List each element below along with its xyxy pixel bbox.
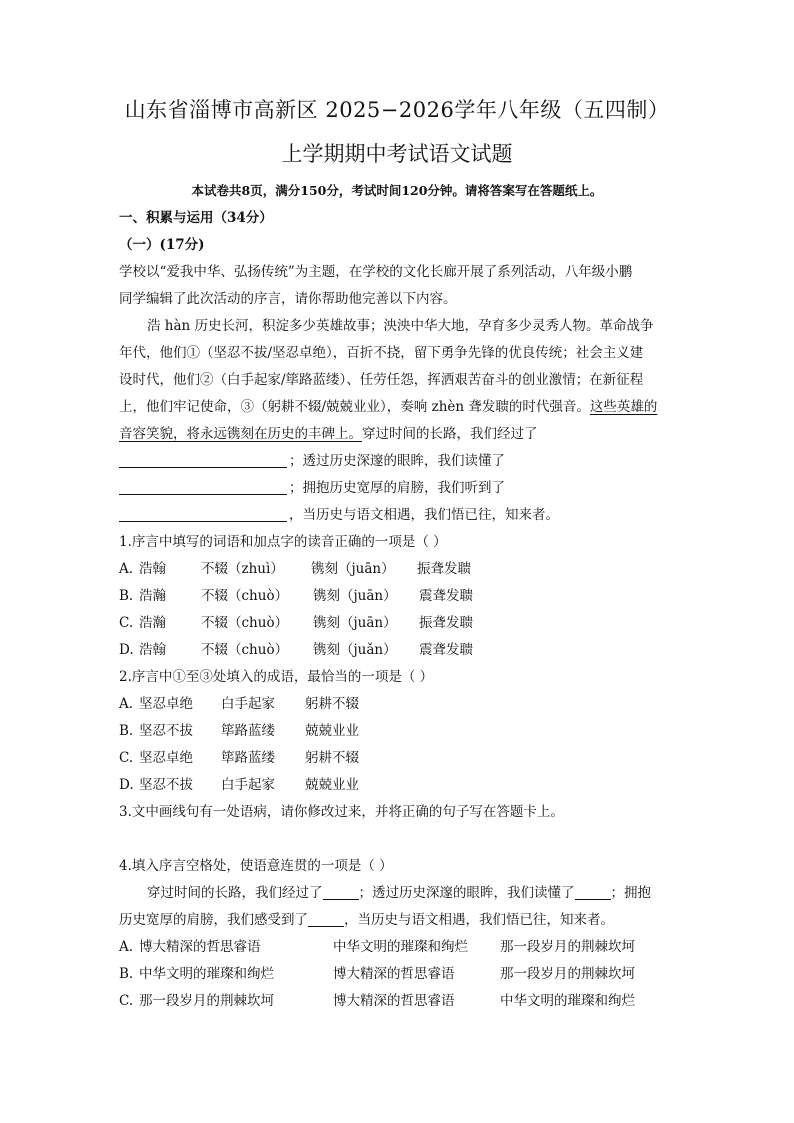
option-label: D. <box>119 777 134 793</box>
option-item: 浩瀚 <box>139 588 166 604</box>
option-item: 坚忍卓绝 <box>139 750 193 766</box>
blank-line-text: ；拥抱历史宽厚的肩膀，我们听到了 <box>289 480 505 496</box>
q4-passage-line <box>119 907 674 934</box>
answer-blank[interactable] <box>308 912 344 927</box>
option-item: 中华文明的璀璨和绚烂 <box>500 993 635 1009</box>
answer-blank[interactable] <box>323 885 359 900</box>
choice-option[interactable] <box>119 745 674 772</box>
question-stem: 1.序言中填写的词语和加点字的读音正确的一项是（ ） <box>119 534 447 550</box>
option-item: 中华文明的璀璨和绚烂 <box>333 939 468 955</box>
choice-option[interactable] <box>119 961 674 988</box>
underlined-sentence: 这些英雄的 <box>589 399 658 415</box>
intro-line: 学校以“爱我中华、弘扬传统”为主题，在学校的文化长廊开展了系列活动，八年级小鹏 <box>119 264 633 280</box>
option-item: 那一段岁月的荆棘坎坷 <box>139 993 274 1009</box>
question-stem: 3.文中画线句有一处语病，请你修改过来，并将正确的句子写在答题卡上。 <box>119 804 564 820</box>
choice-option[interactable] <box>119 772 674 799</box>
option-item: 坚忍不拔 <box>139 723 193 739</box>
answer-space <box>119 826 674 853</box>
subsection-heading: （一）(17分) <box>119 237 205 253</box>
q4-text: 穿过时间的长路，我们经过了 <box>147 885 323 901</box>
option-item: 躬耕不辍 <box>305 696 359 712</box>
answer-blank[interactable] <box>119 478 287 495</box>
option-item: 那一段岁月的荆棘坎坷 <box>500 939 635 955</box>
q4-text: ，当历史与语文相遇，我们悟已往，知来者。 <box>344 912 614 928</box>
passage-line: 设时代，他们②（白手起家/筚路蓝缕）、任劳任怨，挥洒艰苦奋斗的创业激情；在新征程 <box>119 372 644 388</box>
choice-option[interactable] <box>119 556 674 583</box>
option-item: 震聋发聩 <box>419 588 473 604</box>
option-item: 镌刻（juān） <box>311 561 395 577</box>
underlined-sentence: 音容笑貌，将永远镌刻在历史的丰碑上。 <box>119 426 362 442</box>
intro-line: 同学编辑了此次活动的序言，请你帮助他完善以下内容。 <box>119 291 457 307</box>
option-item: 中华文明的璀璨和绚烂 <box>139 966 274 982</box>
option-item: 镌刻（juǎn） <box>313 642 397 658</box>
blank-line-text: ，当历史与语文相遇，我们悟已往，知来者。 <box>289 507 559 523</box>
passage-line: 年代，他们①（坚忍不拔/坚忍卓绝），百折不挠，留下勇争先锋的优良传统；社会主义建 <box>119 345 644 361</box>
exam-body <box>119 205 674 1015</box>
answer-blank[interactable] <box>575 885 611 900</box>
option-item: 博大精深的哲思睿语 <box>139 939 261 955</box>
question-stem: 2.序言中①至③处填入的成语，最恰当的一项是（ ） <box>119 669 434 685</box>
option-item: 镌刻（juān） <box>313 615 397 631</box>
option-item: 镌刻（juān） <box>313 588 397 604</box>
option-item: 振聋发聩 <box>417 561 471 577</box>
option-item: 坚忍卓绝 <box>139 696 193 712</box>
option-item: 兢兢业业 <box>305 777 359 793</box>
option-label: B. <box>119 966 134 982</box>
option-item: 震聋发聩 <box>419 642 473 658</box>
option-label: A. <box>119 696 134 712</box>
option-item: 筚路蓝缕 <box>221 750 275 766</box>
option-item: 白手起家 <box>221 777 275 793</box>
option-item: 坚忍不拔 <box>139 777 193 793</box>
option-item: 浩翰 <box>139 561 166 577</box>
option-item: 不辍（zhuì） <box>201 561 284 577</box>
option-item: 浩翰 <box>139 642 166 658</box>
option-label: B. <box>119 723 134 739</box>
answer-blank[interactable] <box>119 451 287 468</box>
option-item: 振聋发聩 <box>419 615 473 631</box>
section-heading: 一、积累与运用（34分） <box>119 210 273 226</box>
passage-line <box>119 394 674 421</box>
choice-option[interactable] <box>119 691 674 718</box>
choice-option[interactable] <box>119 988 674 1015</box>
q4-text: ；透过历史深邃的眼眸，我们读懂了 <box>358 885 575 901</box>
option-item: 不辍（chuò） <box>201 615 289 631</box>
blank-line <box>119 502 674 529</box>
q4-text: 历史宽厚的肩膀，我们感受到了 <box>119 912 308 928</box>
option-item: 博大精深的哲思睿语 <box>333 966 455 982</box>
question-stem: 4.填入序言空格处，使语意连贯的一项是（ ） <box>119 858 393 874</box>
option-item: 兢兢业业 <box>305 723 359 739</box>
option-label: D. <box>119 642 134 658</box>
option-item: 筚路蓝缕 <box>221 723 275 739</box>
option-item: 浩瀚 <box>139 615 166 631</box>
choice-option[interactable] <box>119 610 674 637</box>
option-label: C. <box>119 750 134 766</box>
choice-option[interactable] <box>119 718 674 745</box>
passage-line <box>119 421 674 448</box>
q4-passage-line <box>119 880 674 907</box>
blank-line <box>119 448 674 475</box>
option-label: C. <box>119 615 134 631</box>
option-label: A. <box>119 939 134 955</box>
option-label: A. <box>119 561 134 577</box>
option-label: B. <box>119 588 134 604</box>
exam-title-line1: 山东省淄博市高新区 2025−2026学年八年级（五四制） <box>124 98 670 122</box>
option-item: 博大精深的哲思睿语 <box>333 993 455 1009</box>
option-label: C. <box>119 993 134 1009</box>
q4-text: ；拥抱 <box>610 885 651 901</box>
option-item: 白手起家 <box>221 696 275 712</box>
option-item: 那一段岁月的荆棘坎坷 <box>500 966 635 982</box>
answer-blank[interactable] <box>119 505 287 522</box>
blank-line-text: ；透过历史深邃的眼眸，我们读懂了 <box>289 453 505 469</box>
exam-title-line2: 上学期期中考试语文试题 <box>281 142 513 166</box>
option-item: 不辍（chuò） <box>201 642 289 658</box>
choice-option[interactable] <box>119 934 674 961</box>
exam-notice: 本试卷共8页，满分150分，考试时间120分钟。请将答案写在答题纸上。 <box>191 183 603 198</box>
passage-text: 上，他们牢记使命，③（躬耕不辍/兢兢业业），奏响 zhèn 聋发聩的时代强音。 <box>119 399 590 415</box>
choice-option[interactable] <box>119 583 674 610</box>
passage-line: 浩 hàn 历史长河，积淀多少英雄故事；泱泱中华大地，孕育多少灵秀人物。革命战争 <box>147 318 654 334</box>
choice-option[interactable] <box>119 637 674 664</box>
blank-line <box>119 475 674 502</box>
passage-text: 穿过时间的长路，我们经过了 <box>362 426 538 442</box>
option-item: 躬耕不辍 <box>305 750 359 766</box>
option-item: 不辍（chuò） <box>201 588 289 604</box>
